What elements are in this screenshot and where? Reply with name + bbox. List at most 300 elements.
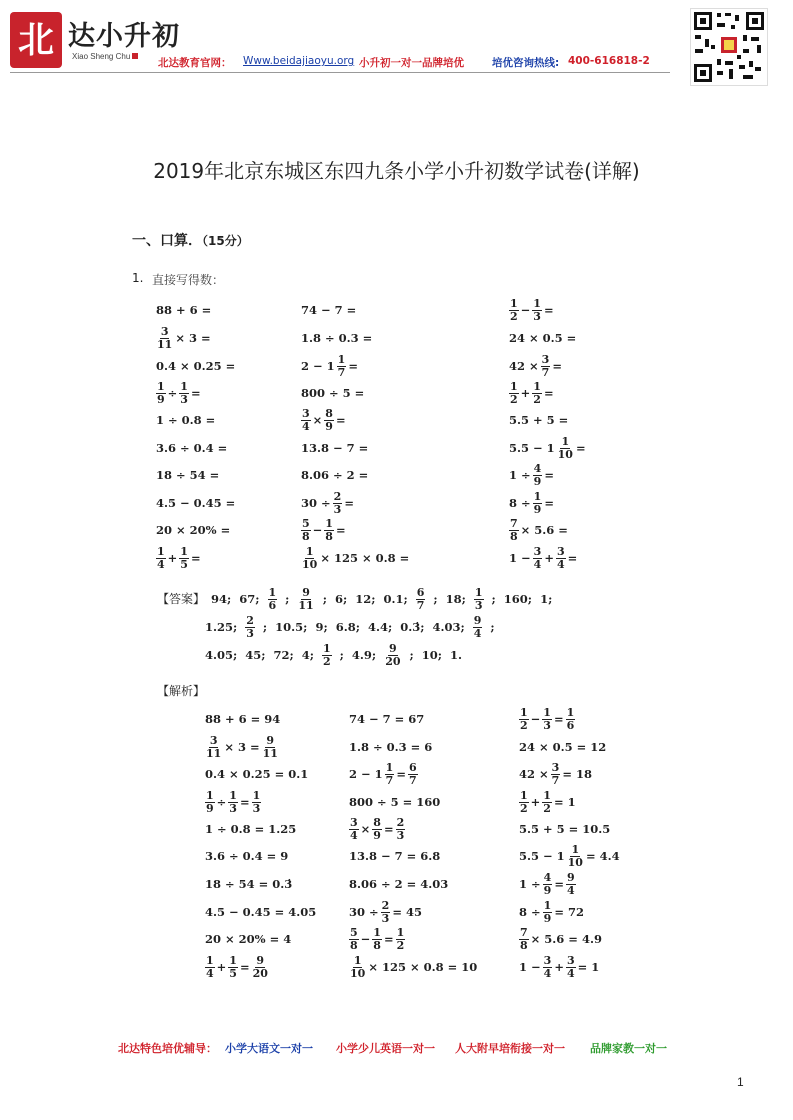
math-text: 74 − 7 = 67 <box>349 712 425 726</box>
denominator: 5 <box>229 966 237 980</box>
hotline-label: 培优咨询热线: <box>492 57 560 69</box>
math-text: = <box>239 960 250 974</box>
fraction <box>473 615 483 640</box>
math-text: ÷ <box>216 795 227 809</box>
denominator: 20 <box>252 966 268 980</box>
header-divider <box>10 72 670 73</box>
problem-item <box>300 462 369 488</box>
problem-item <box>508 380 555 406</box>
footer-item-tutor: 品牌家教一对一 <box>590 1042 667 1055</box>
math-text: = <box>383 822 394 836</box>
math-text: 5.5 − 1 <box>519 849 565 863</box>
fraction <box>228 790 238 815</box>
denominator: 8 <box>520 938 528 952</box>
math-text: 3.6 ÷ 0.4 = 9 <box>205 849 289 863</box>
math-text: 30 ÷ <box>301 496 331 510</box>
math-text: 6; <box>334 592 348 606</box>
denominator: 4 <box>350 828 358 842</box>
numerator: 1 <box>323 641 331 655</box>
denominator: 10 <box>350 966 366 980</box>
numerator: 1 <box>543 788 551 802</box>
math-text: 1 ÷ 0.8 = 1.25 <box>205 822 297 836</box>
fraction <box>509 518 519 543</box>
problem-item <box>300 490 355 516</box>
problem-item <box>155 462 220 488</box>
math-text: = <box>543 303 554 317</box>
numerator: 1 <box>510 379 518 393</box>
math-text: 4.05; <box>205 648 238 662</box>
numerator: 1 <box>520 705 528 719</box>
math-text: ; <box>491 592 496 606</box>
problem-item <box>300 380 365 406</box>
numerator: 1 <box>206 788 214 802</box>
page-number: 1 <box>737 1075 744 1089</box>
math-text: 18 ÷ 54 = <box>156 468 220 482</box>
math-text: 1 ÷ <box>509 468 531 482</box>
problem-item <box>508 462 555 488</box>
denominator: 9 <box>533 474 542 488</box>
website-link[interactable]: Www.beidajiaoyu.org <box>243 55 355 67</box>
solution-item <box>348 898 423 926</box>
fraction <box>384 643 401 668</box>
math-text: 3.6 ÷ 0.4 = <box>156 441 228 455</box>
answer-label: 【答案】 <box>157 592 206 606</box>
math-text: 1.25; <box>205 620 238 634</box>
numerator: 7 <box>520 925 528 939</box>
denominator: 7 <box>541 365 550 379</box>
math-text: = <box>544 468 554 482</box>
denominator: 20 <box>385 654 401 668</box>
denominator: 8 <box>302 529 310 543</box>
fraction <box>542 790 552 815</box>
fraction <box>301 518 311 543</box>
fraction <box>205 955 215 980</box>
denominator: 2 <box>323 654 331 668</box>
question-prompt: 直接写得数： <box>152 273 225 287</box>
logo-subtitle: Xiao Sheng Chu <box>72 52 131 61</box>
fraction <box>349 817 359 842</box>
problem-item <box>508 490 555 516</box>
problem-item <box>155 380 202 406</box>
math-text: + <box>520 386 531 400</box>
math-text: = <box>554 877 564 891</box>
math-text: 42 × <box>519 767 549 781</box>
denominator: 2 <box>510 309 518 323</box>
math-text: 9; <box>315 620 328 634</box>
numerator: 9 <box>473 613 482 627</box>
fraction <box>385 762 395 787</box>
math-text: 8 ÷ <box>509 496 531 510</box>
fraction <box>252 790 262 815</box>
problem-item <box>300 435 369 461</box>
math-text: = <box>552 359 562 373</box>
denominator: 7 <box>408 773 417 787</box>
denominator: 6 <box>566 718 575 732</box>
denominator: 7 <box>337 365 346 379</box>
solution-item <box>204 815 297 843</box>
numerator: 4 <box>533 461 542 475</box>
math-text: × <box>312 413 323 427</box>
numerator: 3 <box>302 406 310 420</box>
math-text: 1 − <box>519 960 541 974</box>
solution-item <box>204 925 292 953</box>
problem-item <box>155 297 212 323</box>
problem-item <box>300 297 357 323</box>
numerator: 1 <box>157 379 165 393</box>
denominator: 3 <box>252 801 261 815</box>
fraction <box>566 872 576 897</box>
fraction <box>533 546 543 571</box>
numerator: 3 <box>543 953 552 967</box>
solution-item <box>204 842 289 870</box>
problem-item <box>508 353 563 379</box>
numerator: 3 <box>541 352 550 366</box>
footer-item-english: 小学少儿英语一对一 <box>336 1042 435 1055</box>
denominator: 3 <box>543 718 551 732</box>
math-text: 94; <box>211 592 232 606</box>
denominator: 9 <box>543 911 552 925</box>
denominator: 11 <box>157 337 173 351</box>
math-text: = <box>335 413 346 427</box>
math-text: 74 − 7 = <box>301 303 357 317</box>
math-text: × 5.6 = 4.9 <box>530 932 602 946</box>
problem-item <box>508 435 587 461</box>
denominator: 7 <box>551 773 560 787</box>
denominator: 4 <box>566 966 575 980</box>
fraction <box>416 587 426 612</box>
math-text: 8 ÷ <box>519 905 541 919</box>
math-text: − <box>520 303 531 317</box>
math-text: 1 ÷ <box>519 877 541 891</box>
math-text: 800 ÷ 5 = 160 <box>349 795 441 809</box>
math-text: 0.4 × 0.25 = <box>156 359 236 373</box>
denominator: 2 <box>543 801 551 815</box>
solution-item <box>204 898 317 926</box>
math-text: + <box>530 795 541 809</box>
solution-item <box>204 760 309 788</box>
math-text: 5.5 + 5 = 10.5 <box>519 822 611 836</box>
numerator: 2 <box>381 898 390 912</box>
math-text: = <box>335 523 346 537</box>
qr-code-icon <box>690 8 768 86</box>
denominator: 2 <box>520 718 528 732</box>
math-text: ; <box>490 620 495 634</box>
math-text: 20 × 20% = 4 <box>205 932 292 946</box>
problem-item <box>155 545 202 571</box>
numerator: 6 <box>416 585 425 599</box>
math-text: 1 ÷ 0.8 = <box>156 413 216 427</box>
fraction <box>322 643 332 668</box>
problem-item <box>300 325 373 351</box>
denominator: 11 <box>298 598 314 612</box>
answer-line <box>210 585 553 613</box>
denominator: 9 <box>543 883 552 897</box>
solution-item <box>518 760 593 788</box>
fraction <box>381 900 391 925</box>
fraction <box>262 735 279 760</box>
denominator: 5 <box>180 557 188 571</box>
problem-item <box>508 297 555 323</box>
numerator: 1 <box>533 489 542 503</box>
numerator: 1 <box>571 842 580 856</box>
solution-item <box>348 815 406 843</box>
numerator: 1 <box>252 788 261 802</box>
math-text: 1.8 ÷ 0.3 = <box>301 331 373 345</box>
numerator: 9 <box>302 585 310 599</box>
math-text: = <box>575 441 586 455</box>
solution-item <box>518 870 577 898</box>
fraction <box>372 817 382 842</box>
math-text: = 4.4 <box>585 849 620 863</box>
analysis-label: 【解析】 <box>157 684 206 698</box>
math-text: 1. <box>450 648 463 662</box>
denominator: 8 <box>325 529 333 543</box>
numerator: 1 <box>543 705 551 719</box>
numerator: 3 <box>209 733 218 747</box>
math-text: 800 ÷ 5 = <box>301 386 365 400</box>
denominator: 4 <box>556 557 565 571</box>
fraction <box>156 381 166 406</box>
math-text: ÷ <box>167 386 178 400</box>
math-text: = <box>383 932 394 946</box>
section-label: 一、口算． <box>132 233 202 249</box>
fraction <box>205 735 222 760</box>
fraction <box>301 546 318 571</box>
denominator: 9 <box>206 801 214 815</box>
math-text: 1.8 ÷ 0.3 = 6 <box>349 740 433 754</box>
math-text: × 5.6 = <box>520 523 568 537</box>
fraction <box>205 790 215 815</box>
fraction <box>541 354 551 379</box>
denominator: 3 <box>533 309 541 323</box>
numerator: 3 <box>350 815 358 829</box>
fraction <box>408 762 418 787</box>
solution-item <box>518 705 576 733</box>
numerator: 1 <box>157 544 165 558</box>
math-text: 24 × 0.5 = 12 <box>519 740 607 754</box>
denominator: 4 <box>533 557 542 571</box>
numerator: 1 <box>180 544 188 558</box>
math-text: 2 − 1 <box>301 359 335 373</box>
math-text: = <box>190 386 201 400</box>
fraction <box>543 900 553 925</box>
math-text: 88 + 6 = 94 <box>205 712 281 726</box>
math-text: 18 ÷ 54 = 0.3̇ <box>205 877 293 891</box>
solution-item <box>518 898 585 926</box>
fraction <box>349 927 359 952</box>
solution-item <box>348 733 433 761</box>
math-text: = 1 <box>577 960 600 974</box>
denominator: 8 <box>510 529 518 543</box>
numerator: 2 <box>246 613 254 627</box>
denominator: 4 <box>157 557 165 571</box>
problem-item <box>508 545 578 571</box>
fraction <box>156 326 173 351</box>
numerator: 1 <box>229 788 237 802</box>
footer-item-chinese: 小学大语文一对一 <box>225 1042 313 1055</box>
numerator: 1 <box>180 379 188 393</box>
math-text: 5.5 − 1 <box>509 441 555 455</box>
math-text: × 3 = <box>224 740 260 754</box>
fraction <box>566 707 576 732</box>
denominator: 4 <box>543 966 552 980</box>
denominator: 10 <box>567 855 583 869</box>
math-text: 4.9; <box>351 648 377 662</box>
numerator: 4 <box>543 870 552 884</box>
fraction <box>349 955 366 980</box>
math-text: = <box>239 795 250 809</box>
fraction <box>156 546 166 571</box>
footer-item-bridge: 人大附早培衔接一对一 <box>455 1042 565 1055</box>
math-text: 20 × 20% = <box>156 523 231 537</box>
brand-label: 北达教育官网： <box>158 57 232 69</box>
numerator: 9 <box>389 641 397 655</box>
math-text: ; <box>285 592 290 606</box>
math-text: = 72 <box>554 905 584 919</box>
answer-line <box>204 641 463 669</box>
fraction <box>333 491 343 516</box>
numerator: 7 <box>510 516 518 530</box>
fraction <box>551 762 561 787</box>
fraction <box>567 844 584 869</box>
math-text: 67; <box>239 592 260 606</box>
denominator: 3 <box>474 598 483 612</box>
solution-item <box>348 705 425 733</box>
fraction <box>532 381 542 406</box>
section-heading <box>132 230 249 250</box>
numerator: 1 <box>520 788 528 802</box>
math-text: 12; <box>355 592 376 606</box>
math-text: = <box>396 767 406 781</box>
denominator: 3 <box>396 828 405 842</box>
problem-item <box>300 353 359 379</box>
solution-item <box>518 953 600 981</box>
numerator: 5 <box>302 516 310 530</box>
fraction <box>337 354 347 379</box>
problem-item <box>508 325 577 351</box>
math-text: ; <box>409 648 414 662</box>
denominator: 9 <box>325 419 333 433</box>
math-text: 4; <box>301 648 315 662</box>
math-text: − <box>312 523 323 537</box>
fraction <box>179 381 189 406</box>
fraction <box>509 381 519 406</box>
math-text: 4.5 − 0.45 = <box>156 496 236 510</box>
fraction <box>533 463 543 488</box>
denominator: 4 <box>206 966 214 980</box>
fraction <box>519 790 529 815</box>
numerator: 1 <box>206 953 214 967</box>
denominator: 9 <box>373 828 381 842</box>
numerator: 9 <box>256 953 265 967</box>
numerator: 3 <box>160 324 169 338</box>
numerator: 9 <box>566 870 575 884</box>
math-text: 18; <box>445 592 466 606</box>
numerator: 1 <box>396 925 405 939</box>
numerator: 3 <box>533 544 542 558</box>
solution-item <box>518 733 607 761</box>
problem-item <box>508 517 569 543</box>
denominator: 2 <box>520 801 528 815</box>
math-text: 45; <box>245 648 266 662</box>
numerator: 1 <box>373 925 381 939</box>
numerator: 2 <box>333 489 342 503</box>
math-text: ; <box>339 648 344 662</box>
math-text: 10.5; <box>275 620 308 634</box>
math-text: = <box>348 359 358 373</box>
numerator: 3 <box>556 544 565 558</box>
solution-item <box>348 760 419 788</box>
numerator: 1 <box>325 516 333 530</box>
math-text: ; <box>433 592 438 606</box>
math-text: = 18 <box>562 767 592 781</box>
fraction <box>324 518 334 543</box>
math-text: 13.8 − 7 = 6.8 <box>349 849 441 863</box>
solution-item <box>204 705 281 733</box>
denominator: 6 <box>268 598 277 612</box>
solution-item <box>204 870 293 898</box>
math-text: 72; <box>273 648 294 662</box>
solution-item <box>204 733 280 761</box>
section-points: （15分） <box>202 234 249 248</box>
fraction <box>324 408 334 433</box>
math-text: 4.03; <box>432 620 465 634</box>
math-text: = <box>344 496 354 510</box>
solution-item <box>348 953 478 981</box>
problem-item <box>155 353 236 379</box>
solution-item <box>204 953 270 981</box>
math-text: = 45 <box>392 905 422 919</box>
numerator: 1 <box>337 352 346 366</box>
math-text: = 1 <box>553 795 576 809</box>
numerator: 1 <box>229 953 237 967</box>
fraction <box>519 927 529 952</box>
problem-item <box>155 407 216 433</box>
footer-label: 北达特色培优辅导： <box>118 1042 217 1055</box>
math-text: 8.06 ÷ 2 = <box>301 468 369 482</box>
answer-line <box>204 613 496 641</box>
math-text: ; <box>322 592 327 606</box>
fraction <box>268 587 278 612</box>
solution-item <box>348 842 441 870</box>
numerator: 1 <box>566 705 575 719</box>
solution-item <box>518 842 621 870</box>
fraction <box>519 707 529 732</box>
numerator: 1 <box>305 544 314 558</box>
denominator: 11 <box>206 746 222 760</box>
fraction <box>566 955 576 980</box>
solution-item <box>348 870 449 898</box>
logo-square-icon <box>132 53 138 59</box>
fraction <box>245 615 255 640</box>
numerator: 1 <box>533 379 541 393</box>
denominator: 4 <box>473 626 482 640</box>
denominator: 4 <box>302 419 310 433</box>
math-text: = <box>544 496 554 510</box>
math-text: 24 × 0.5 = <box>509 331 577 345</box>
problem-item <box>155 435 228 461</box>
fraction <box>228 955 238 980</box>
numerator: 1 <box>510 296 518 310</box>
math-text: 5.5 + 5 = <box>509 413 569 427</box>
math-text: − <box>360 932 371 946</box>
numerator: 3 <box>566 953 575 967</box>
denominator: 3 <box>246 626 254 640</box>
math-text: × 125 × 0.8 = <box>320 551 410 565</box>
solution-item <box>348 788 441 816</box>
denominator: 10 <box>302 557 318 571</box>
numerator: 8 <box>373 815 381 829</box>
